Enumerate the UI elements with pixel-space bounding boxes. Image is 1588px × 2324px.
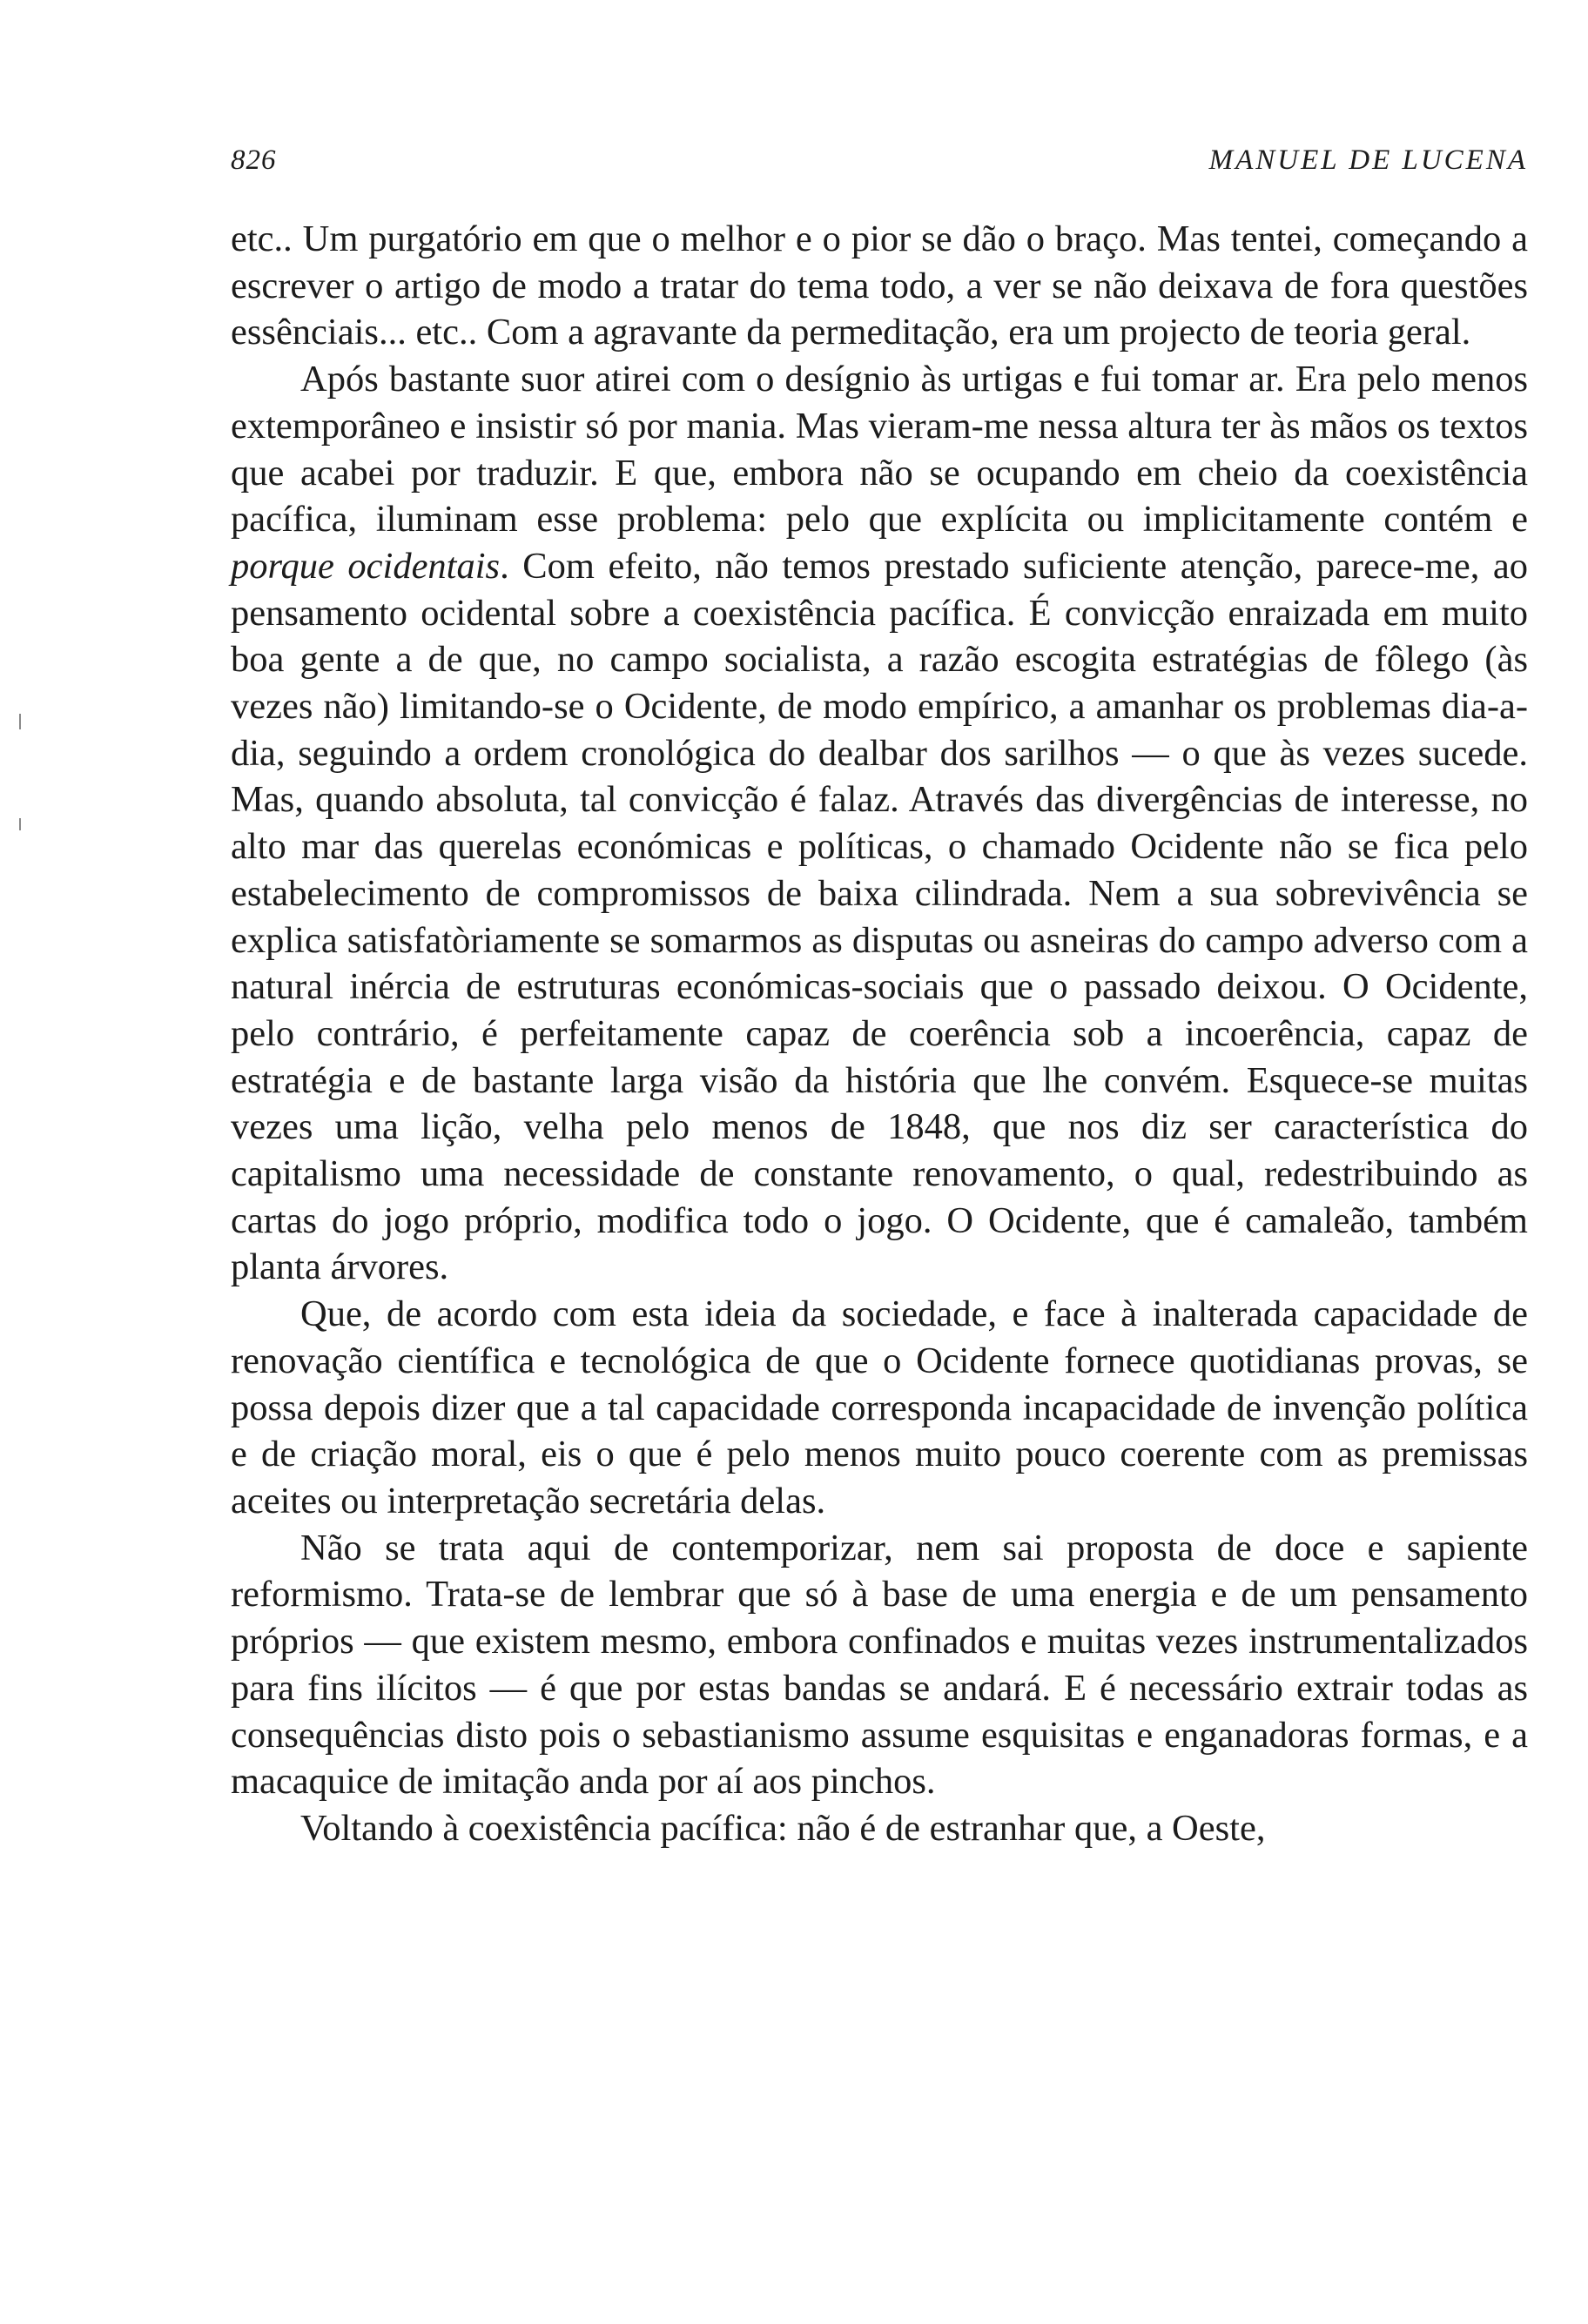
page-header	[231, 144, 1528, 183]
paragraph-2-emphasis: porque ocidentais	[231, 545, 501, 587]
scan-margin-mark	[19, 714, 21, 729]
paragraph-2-text-b: . Com efeito, não temos prestado suficiente atenção, parece-me, ao pensamento ocidental sobre a coexistência pacífica. É convicção enraizada em muito boa gente a de que, no campo socialista, a razão escogita estratégias de fôlego (às vezes não) limitando-se o Ocidente, de modo empírico, a amanhar os problemas dia-a-dia, seguindo a ordem cronológica do dealbar dos sarilhos — o que às vezes sucede. Mas, quando absoluta, tal convicção é falaz. Através das divergências de interesse, no alto mar das querelas económicas e políticas, o chamado Ocidente não se fica pelo estabelecimento de compromissos de baixa cilindrada. Nem a sua sobrevivência se explica satisfatòriamente se somarmos as disputas ou asneiras do campo adverso com a natural inércia de estruturas económicas-sociais que o passado deixou. O Ocidente, pelo contrário, é perfeitamente capaz de coerência sob a incoerência, capaz de estratégia e de bastante larga visão da história que lhe convém. Esquece-se muitas vezes uma lição, velha pelo menos de 1848, que nos diz ser característica do capitalismo uma necessidade de constante renovamento, o qual, redestribuindo as cartas do jogo próprio, modifica todo o jogo. O Ocidente, que é camaleão, também planta árvores.	[231, 545, 1528, 1288]
paragraph-4-text: Não se trata aqui de contemporizar, nem sai proposta de doce e sapiente reformismo. Trata-se de lembrar que só à base de uma energia e de um pensamento próprios — que existem mesmo, embora confinados e muitas vezes instrumentalizados para fins ilícitos — é que por estas bandas se andará. E é necessário extrair todas as consequências disto pois o sebastianismo assume esquisitas e enganadoras formas, e a macaquice de imitação anda por aí aos pinchos.	[231, 1527, 1528, 1803]
paragraph-3-text: Que, de acordo com esta ideia da sociedade, e face à inalterada capacidade de renovação científica e tecnológica de que o Ocidente fornece quotidianas provas, se possa depois dizer que a tal capacidade corresponda incapacidade de invenção política e de criação moral, eis o que é pelo menos muito pouco coerente com as premissas aceites ou interpretação secretária delas.	[231, 1293, 1528, 1521]
body-text	[231, 216, 1528, 1852]
paragraph-1-text: etc.. Um purgatório em que o melhor e o pior se dão o braço. Mas tentei, começando a escrever o artigo de modo a tratar do tema todo, a ver se não deixava de fora questões essênciais... etc.. Com a agravante da permeditação, era um projecto de teoria geral.	[231, 218, 1528, 353]
paragraph-5-text: Voltando à coexistência pacífica: não é de estranhar que, a Oeste,	[300, 1807, 1266, 1849]
paragraph-4	[231, 1525, 1528, 1805]
paragraph-2	[231, 356, 1528, 1291]
paragraph-1	[231, 216, 1528, 356]
scan-margin-mark	[19, 818, 21, 830]
paragraph-5	[231, 1805, 1528, 1852]
paragraph-3	[231, 1291, 1528, 1525]
page-number: 826	[231, 144, 277, 176]
paragraph-2-text-a: Após bastante suor atirei com o desígnio às urtigas e fui tomar ar. Era pelo menos extemporâneo e insistir só por mania. Mas vieram-me nessa altura ter às mãos os textos que acabei por traduzir. E que, embora não se ocupando em cheio da coexistência pacífica, iluminam esse problema: pelo que explícita ou implicitamente contém e	[231, 359, 1528, 541]
running-title: MANUEL DE LUCENA	[1208, 144, 1528, 176]
